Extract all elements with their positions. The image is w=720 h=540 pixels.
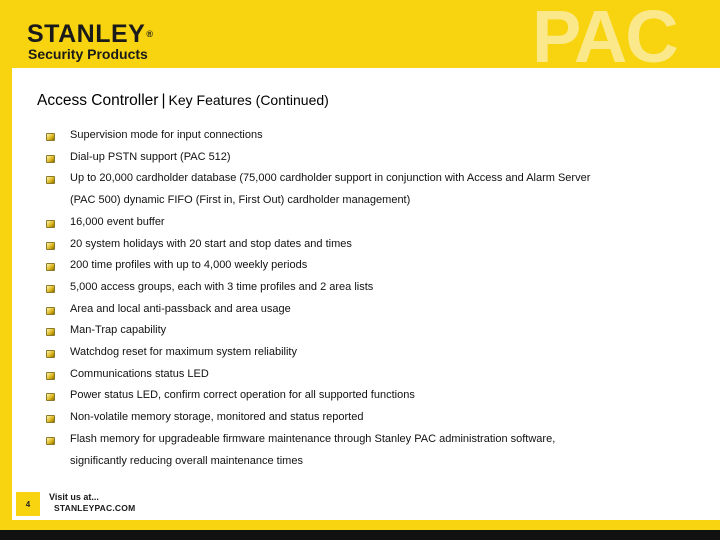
feature-item-text: significantly reducing overall maintenance times (70, 454, 303, 467)
pac-mark-text: PAC (532, 0, 677, 68)
registered-mark: ® (146, 29, 154, 39)
bullet-icon (46, 285, 55, 293)
bullet-icon (46, 328, 55, 336)
bullet-icon (46, 307, 55, 315)
feature-item-text: Supervision mode for input connections (70, 129, 263, 141)
website-link[interactable]: STANLEYPAC.COM (54, 503, 136, 513)
title-main: Access Controller (37, 92, 159, 109)
feature-item-text: Area and local anti-passback and area usage (70, 302, 291, 315)
stanley-logo[interactable] (27, 22, 153, 47)
bullet-icon (46, 263, 55, 271)
feature-item-text: (PAC 500) dynamic FIFO (First in, First Out) cardholder management) (70, 194, 411, 207)
header-bar (0, 0, 720, 68)
feature-item-text: Flash memory for upgradeable firmware maintenance through Stanley PAC administration software, (70, 432, 556, 445)
feature-item-text: Man-Trap capability (70, 324, 167, 337)
feature-item-text: Non-volatile memory storage, monitored and status reported (70, 411, 364, 424)
bullet-icon (46, 372, 55, 380)
bottom-accent-bar (0, 520, 720, 530)
bullet-icon (46, 437, 55, 445)
feature-item-text: 5,000 access groups, each with 3 time profiles and 2 area lists (70, 280, 374, 293)
visit-label: Visit us at... (49, 492, 99, 502)
bullet-icon (46, 393, 55, 401)
feature-item-text: Power status LED, confirm correct operation for all supported functions (70, 389, 415, 402)
feature-item-text: 20 system holidays with 20 start and stop dates and times (70, 237, 352, 250)
feature-item-text: Communications status LED (70, 367, 209, 380)
bullet-icon (46, 155, 55, 163)
feature-item-text: 200 time profiles with up to 4,000 weekly periods (70, 259, 308, 272)
feature-item-text: Watchdog reset for maximum system reliability (70, 346, 297, 358)
title-sub: Key Features (Continued) (168, 92, 329, 108)
bullet-icon (46, 242, 55, 250)
bullet-icon (46, 176, 55, 184)
page-number: 4 (16, 492, 40, 516)
brand-name: STANLEY (27, 20, 146, 48)
feature-item-text: Up to 20,000 cardholder database (75,000 cardholder support in conjunction with Access and Alarm Server (70, 172, 591, 185)
bullet-icon (46, 350, 55, 358)
content-panel (12, 68, 720, 520)
feature-item-text: Dial-up PSTN support (PAC 512) (70, 150, 231, 163)
slide-title (37, 92, 329, 110)
pac-logo-watermark (528, 0, 720, 68)
bullet-icon (46, 133, 55, 141)
bullet-icon (46, 415, 55, 423)
feature-item-text: 16,000 event buffer (70, 215, 165, 228)
division-name: Security Products (28, 46, 148, 62)
footer (12, 486, 172, 520)
bullet-icon (46, 220, 55, 228)
bottom-dark-bar (0, 530, 720, 540)
title-separator: | (161, 92, 166, 109)
